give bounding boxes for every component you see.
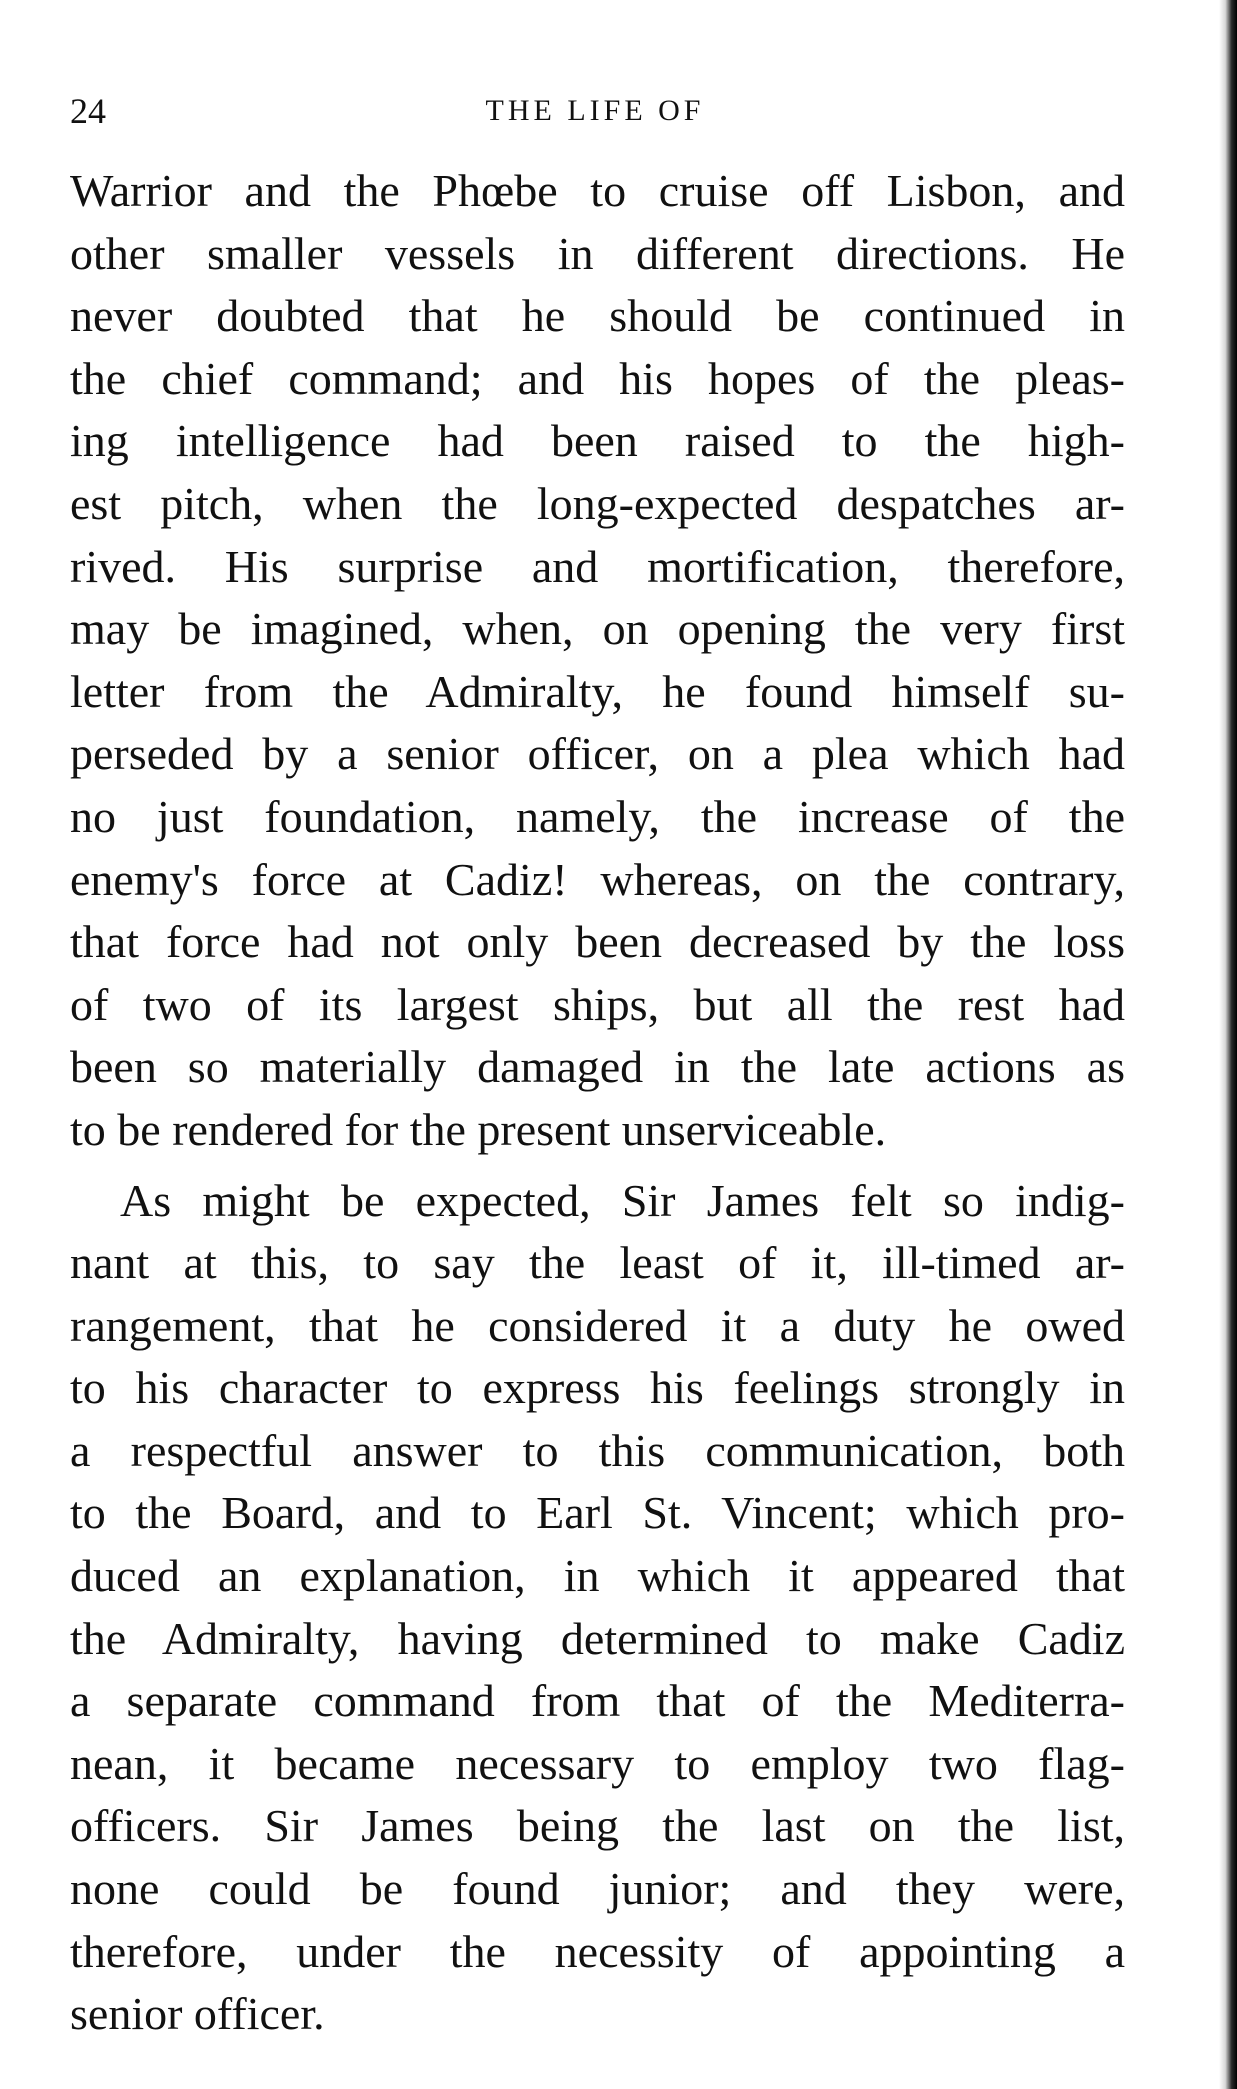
- text-line: letter from the Admiralty, he found himself su-: [70, 665, 1125, 717]
- text-line: nean, it became necessary to employ two flag-: [70, 1737, 1125, 1789]
- text-line: therefore, under the necessity of appointing a: [70, 1925, 1125, 1977]
- text-line: rangement, that he considered it a duty he owed: [70, 1299, 1125, 1351]
- text-line: As might be expected, Sir James felt so indig-: [120, 1174, 1125, 1226]
- text-line: none could be found junior; and they were,: [70, 1863, 1125, 1915]
- text-line: ing intelligence had been raised to the high-: [70, 415, 1125, 467]
- text-line: rived. His surprise and mortification, therefore,: [70, 540, 1125, 592]
- text-line: no just foundation, namely, the increase of the: [70, 790, 1125, 842]
- text-line: the chief command; and his hopes of the pleas-: [70, 352, 1125, 404]
- text-line: to his character to express his feelings strongly in: [70, 1362, 1125, 1414]
- text-line: to the Board, and to Earl St. Vincent; which pro-: [70, 1487, 1125, 1539]
- page-edge-shadow: [1219, 0, 1237, 2089]
- paragraph-2: [70, 1170, 1125, 2046]
- text-line: a respectful answer to this communication, both: [70, 1424, 1125, 1476]
- page-header: [70, 90, 1120, 130]
- text-line: enemy's force at Cadiz! whereas, on the contrary,: [70, 853, 1125, 905]
- text-line: est pitch, when the long-expected despatches ar-: [70, 477, 1125, 529]
- text-line: may be imagined, when, on opening the very first: [70, 603, 1125, 655]
- text-line: the Admiralty, having determined to make Cadiz: [70, 1612, 1125, 1664]
- text-line: other smaller vessels in different directions. He: [70, 227, 1125, 279]
- text-line: been so materially damaged in the late actions as: [70, 1041, 1125, 1093]
- text-line: never doubted that he should be continued in: [70, 290, 1125, 342]
- text-line: officers. Sir James being the last on the list,: [70, 1800, 1125, 1852]
- text-line: senior officer.: [70, 1988, 325, 2040]
- running-head: THE LIFE OF: [485, 94, 705, 127]
- text-line: to be rendered for the present unserviceable.: [70, 1103, 887, 1155]
- text-line: that force had not only been decreased by the loss: [70, 916, 1125, 968]
- page-number: 24: [70, 91, 106, 131]
- paragraph-gap: [70, 1162, 1125, 1170]
- paragraph-1: [70, 160, 1125, 1162]
- text-line: perseded by a senior officer, on a plea which had: [70, 728, 1125, 780]
- text-line: nant at this, to say the least of it, ill-timed ar-: [70, 1237, 1125, 1289]
- text-line: a separate command from that of the Mediterra-: [70, 1675, 1125, 1727]
- text-line: of two of its largest ships, but all the rest had: [70, 978, 1125, 1030]
- text-line: Warrior and the Phœbe to cruise off Lisbon, and: [70, 165, 1125, 216]
- text-line: duced an explanation, in which it appeared that: [70, 1550, 1125, 1602]
- body-text: [70, 160, 1125, 2046]
